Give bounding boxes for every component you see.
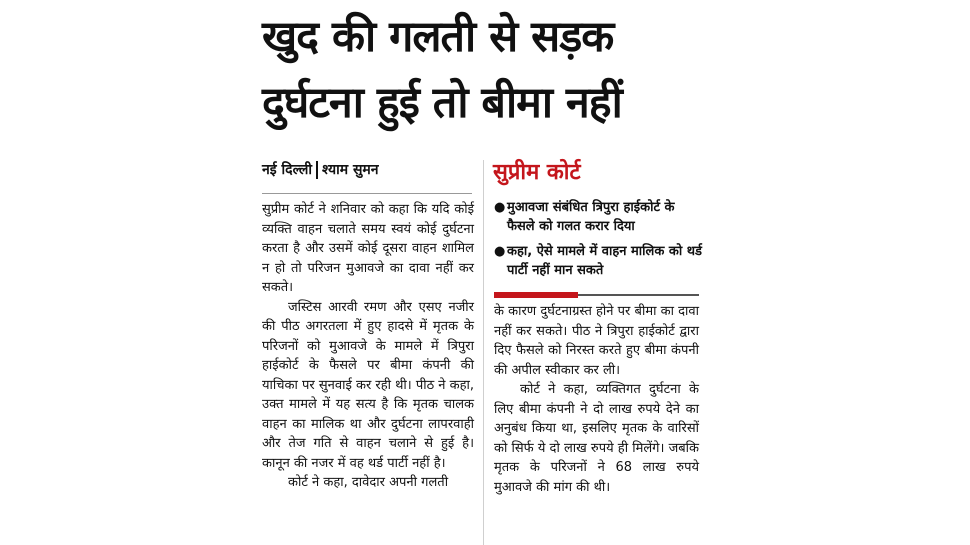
paragraph: कोर्ट ने कहा, व्यक्तिगत दुर्घटना के लिए बीमा कंपनी ने दो लाख रुपये देने का अनुबंध किया था, इसलिए मृतक के वारिसों को सिर्फ ये दो लाख रुपये ही मिलेंगे। जबकि मृतक के परिजनों ने 68 लाख रुपये मुआवजे की मांग की थी। (494, 382, 699, 495)
sidebar-point-text: मुआवजा संबंधित त्रिपुरा हाईकोर्ट के फैसले को गलत करार दिया (507, 200, 675, 234)
sidebar-point-text: कहा, ऐसे मामले में वाहन मालिक को थर्ड पार्टी नहीं मान सकते (507, 244, 702, 278)
bullet-icon: ● (494, 244, 506, 259)
headline (262, 4, 722, 136)
sidebar-points (494, 198, 704, 286)
bullet-icon: ● (494, 200, 506, 215)
column-divider (483, 160, 484, 545)
article-column-right (494, 302, 699, 497)
paragraph: कोर्ट ने कहा, दावेदार अपनी गलती (288, 475, 449, 490)
sidebar-accent-bar (494, 292, 578, 298)
sidebar-point (494, 242, 704, 280)
sidebar-rule (578, 294, 699, 296)
sidebar-title: सुप्रीम कोर्ट (493, 160, 581, 185)
byline-rule (262, 193, 472, 194)
byline (262, 160, 379, 179)
byline-separator (316, 161, 318, 179)
headline-line-2: दुर्घटना हुई तो बीमा नहीं (262, 78, 622, 128)
dateline-place: नई दिल्ली (262, 162, 313, 178)
article-column-left (262, 200, 474, 493)
paragraph: के कारण दुर्घटनाग्रस्त होने पर बीमा का दावा नहीं कर सकते। पीठ ने त्रिपुरा हाईकोर्ट द्वारा दिए फैसले को निरस्त करते हुए बीमा कंपनी की अपील स्वीकार कर ली। (494, 304, 699, 378)
paragraph: सुप्रीम कोर्ट ने शनिवार को कहा कि यदि कोई व्यक्ति वाहन चलाते समय स्वयं कोई दुर्घटना करता है और उसमें कोई दूसरा वाहन शामिल न हो तो परिजन मुआवजे का दावा नहीं कर सकते। (262, 202, 474, 295)
sidebar-point (494, 198, 704, 236)
paragraph: जस्टिस आरवी रमण और एसए नजीर की पीठ अगरतला में हुए हादसे में मृतक के परिजनों को मुआवजे के मामले में त्रिपुरा हाईकोर्ट के फैसले पर बीमा कंपनी की याचिका पर सुनवाई कर रही थी। पीठ ने कहा, उक्त मामले में यह सत्य है कि मृतक चालक वाहन का मालिक था और दुर्घटना लापरवाही और तेज गति से वाहन चलाने से हुई है। कानून की नजर में वह थर्ड पार्टी नहीं है। (262, 299, 475, 471)
author-name: श्याम सुमन (322, 162, 379, 178)
headline-line-1: खुद की गलती से सड़क (262, 12, 614, 62)
